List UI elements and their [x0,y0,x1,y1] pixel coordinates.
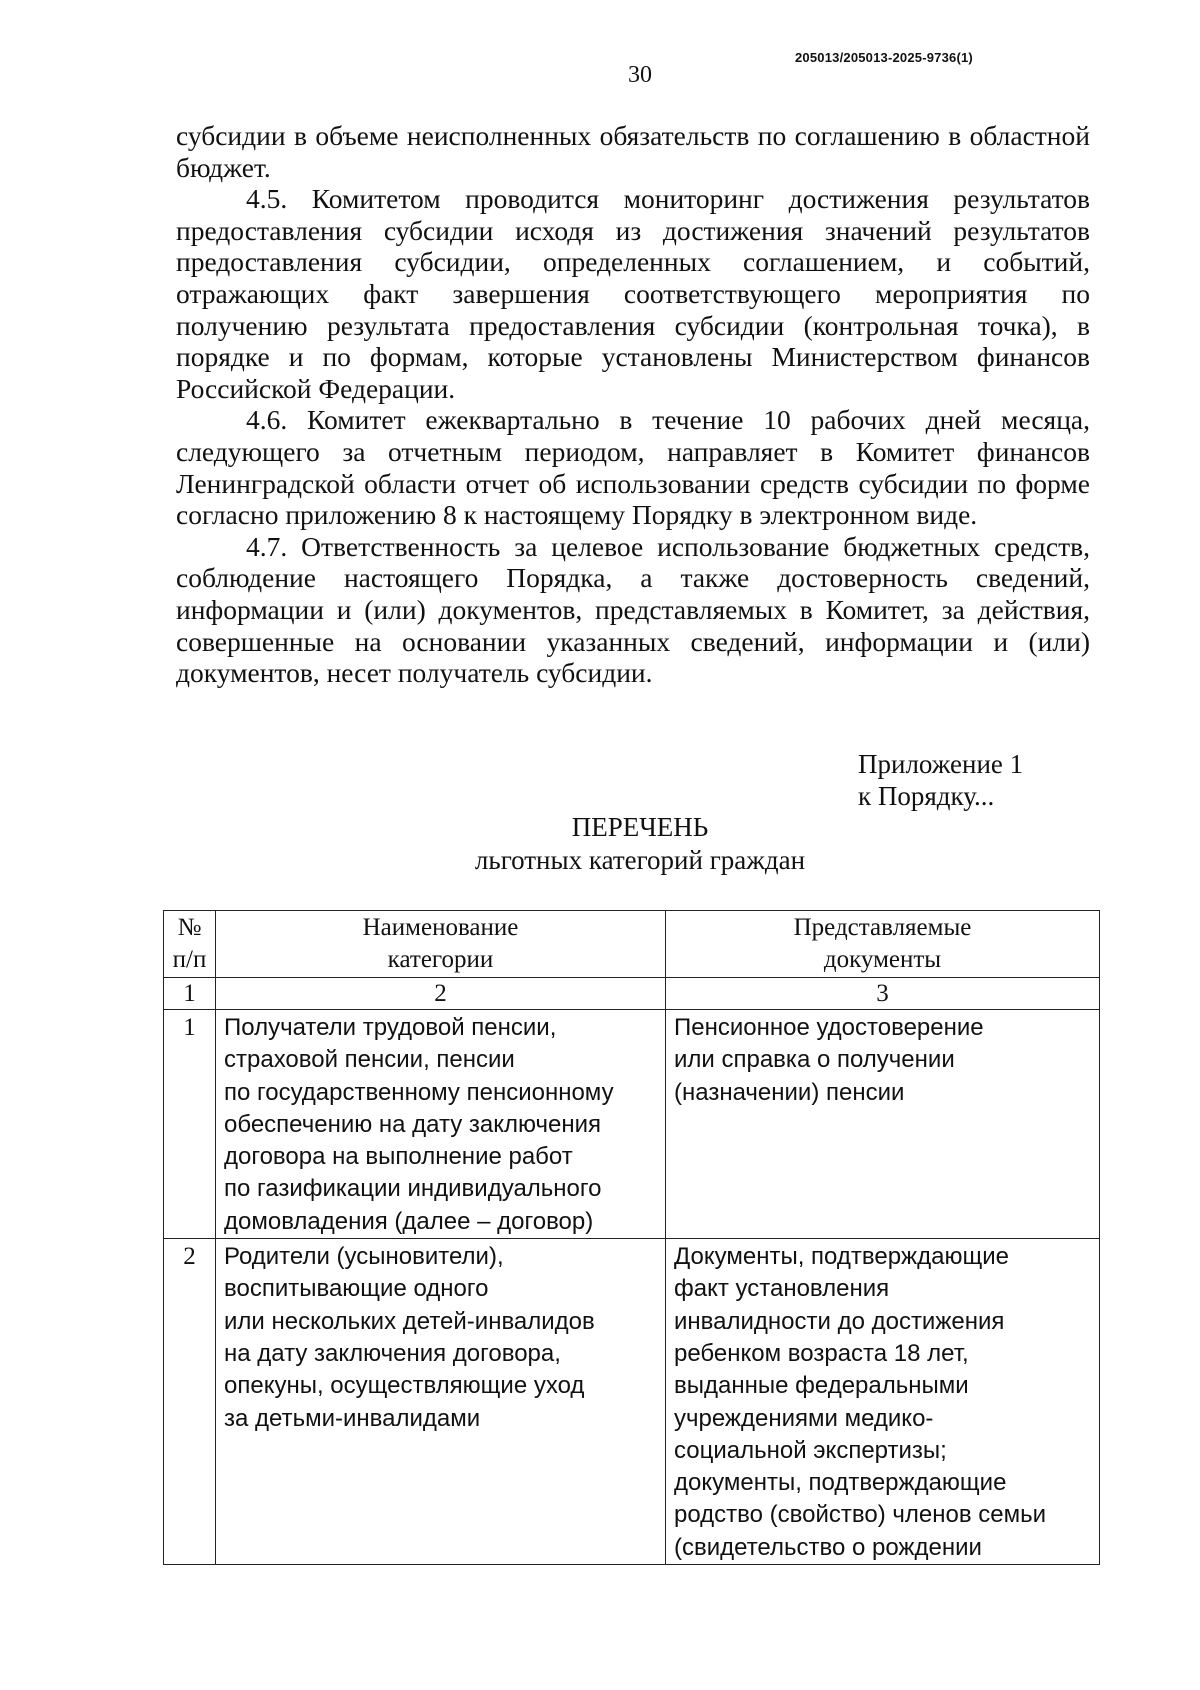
row-category: Родители (усыновители), воспитывающие одного или нескольких детей-инвалидов на дату заключения договора, опекуны, осуществляющие уход за детьми-инвалидами [216,1239,666,1565]
row-documents: Пенсионное удостоверение или справка о получении (назначении) пенсии [666,1010,1100,1239]
paragraph-4-6: 4.6. Комитет ежеквартально в течение 10 рабочих дней месяца, следующего за отчетным периодом, направляет в Комитет финансов Ленинградской области отчет об использовании средств субсидии по форме согласно приложению 8 к настоящему Порядку в электронном виде. [176,404,1090,531]
benefits-table [163,910,1100,1565]
appendix-label [858,748,1023,812]
document-id: 205013/205013-2025-9736(1) [795,50,973,65]
page-number: 30 [628,62,652,88]
row-documents: Документы, подтверждающие факт установления инвалидности до достижения ребенком возраста 18 лет, выданные федеральными учреждениями медико- социальной экспертизы; документы, подтверждающие родство (свойство) членов семьи (свидетельство о рождении [666,1239,1100,1565]
table-row [164,1239,1100,1565]
column-number: 2 [216,978,666,1010]
list-subtitle: льготных категорий граждан [474,845,806,875]
table-row [164,1010,1100,1239]
header-documents: Представляемые документы [666,911,1100,978]
body-text [176,120,1090,689]
column-number: 3 [666,978,1100,1010]
column-number-row [164,978,1100,1010]
list-title: ПЕРЕЧЕНЬ [571,812,709,842]
appendix-line-1: Приложение 1 [858,749,1024,779]
row-number: 1 [164,1010,216,1239]
paragraph-4-7: 4.7. Ответственность за целевое использование бюджетных средств, соблюдение настоящего Порядка, а также достоверность сведений, информации и (или) документов, представляемых в Комитет, за действия, совершенные на основании указанных сведений, информации и (или) документов, несет получатель субсидии. [176,530,1090,689]
appendix-line-2: к Порядку... [858,781,995,811]
paragraph-continuation: субсидии в объеме неисполненных обязательств по соглашению в областной бюджет. [176,120,1090,183]
column-number: 1 [164,978,216,1010]
header-category: Наименование категории [216,911,666,978]
paragraph-4-5: 4.5. Комитетом проводится мониторинг достижения результатов предоставления субсидии исходя из достижения значений результатов предоставления субсидии, определенных соглашением, и событий, отражающих факт завершения соответствующего мероприятия по получению результата предоставления субсидии (контрольная точка), в порядке и по формам, которые установлены Министерством финансов Российской Федерации. [176,183,1090,404]
table-header-row [164,911,1100,978]
row-category: Получатели трудовой пенсии, страховой пенсии, пенсии по государственному пенсионному обеспечению на дату заключения договора на выполнение работ по газификации индивидуального домовладения (далее – договор) [216,1010,666,1239]
row-number: 2 [164,1239,216,1565]
header-number: № п/п [164,911,216,978]
